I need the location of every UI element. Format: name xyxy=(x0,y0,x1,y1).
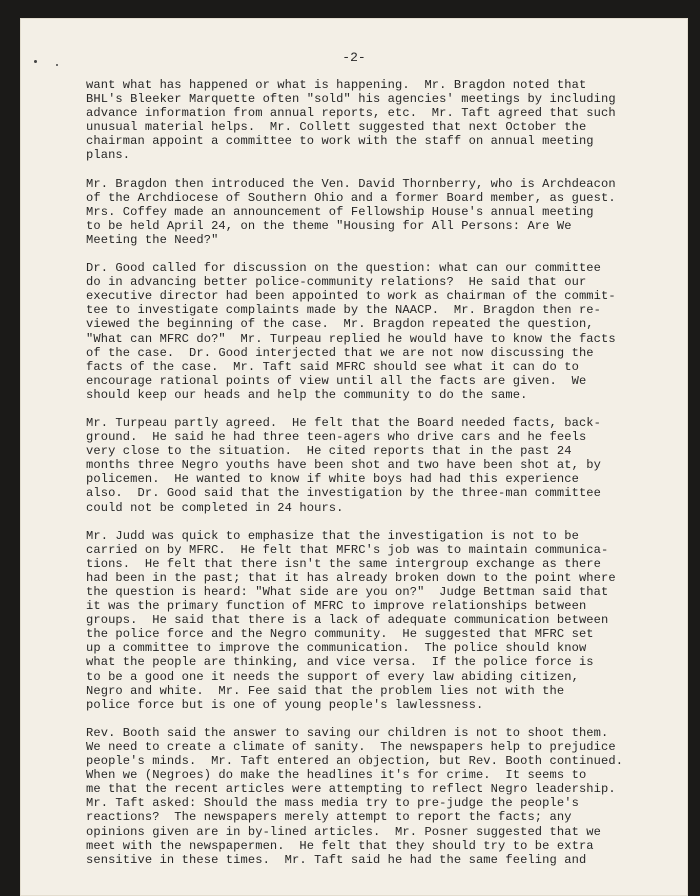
text-line: groups. He said that there is a lack of adequate communication between xyxy=(86,613,609,628)
text-line: of the Archdiocese of Southern Ohio and a former Board member, as guest. xyxy=(86,190,616,205)
text-line: of the case. Dr. Good interjected that we are not now discussing the xyxy=(86,345,594,360)
text-line: Mrs. Coffey made an announcement of Fellowship House's annual meeting xyxy=(86,204,594,219)
text-line: also. Dr. Good said that the investigation by the three-man committee xyxy=(86,486,602,501)
text-line: me that the recent articles were attempting to reflect Negro leadership. xyxy=(86,782,616,797)
text-line: tee to investigate complaints made by the NAACP. Mr. Bragdon then re- xyxy=(86,303,602,318)
paragraph xyxy=(86,261,666,402)
text-line: do in advancing better police-community relations? He said that our xyxy=(86,275,587,290)
text-line: it was the primary function of MFRC to improve relationships between xyxy=(86,599,587,614)
text-line: Mr. Taft asked: Should the mass media try to pre-judge the people's xyxy=(86,796,579,811)
text-line: plans. xyxy=(86,148,131,163)
text-line: Mr. Turpeau partly agreed. He felt that the Board needed facts, back- xyxy=(86,415,602,430)
text-line: could not be completed in 24 hours. xyxy=(86,500,344,515)
text-line: up a committee to improve the communication. The police should know xyxy=(86,641,587,656)
text-line: want what has happened or what is happening. Mr. Bragdon noted that xyxy=(86,78,587,92)
text-line: We need to create a climate of sanity. The newspapers help to prejudice xyxy=(86,739,616,754)
text-line: what the people are thinking, and vice versa. If the police force is xyxy=(86,655,594,670)
text-line: Rev. Booth said the answer to saving our children is not to shoot them. xyxy=(86,725,609,740)
text-line: When we (Negroes) do make the headlines it's for crime. It seems to xyxy=(86,768,587,783)
text-line: the police force and the Negro community. He suggested that MFRC set xyxy=(86,627,594,642)
text-line: the question is heard: "What side are you on?" Judge Bettman said that xyxy=(86,585,609,599)
text-line: should keep our heads and help the community to do the same. xyxy=(86,387,528,402)
text-line: Negro and white. Mr. Fee said that the problem lies not with the xyxy=(86,683,565,698)
text-line: Mr. Bragdon then introduced the Ven. David Thornberry, who is Archdeacon xyxy=(86,176,616,191)
text-line: Dr. Good called for discussion on the question: what can our committee xyxy=(86,261,602,276)
text-line: opinions given are in by-lined articles. Mr. Posner suggested that we xyxy=(86,824,602,839)
document-page xyxy=(20,18,688,896)
paragraph xyxy=(86,726,666,867)
text-line: viewed the beginning of the case. Mr. Bragdon repeated the question, xyxy=(86,317,594,332)
paragraph xyxy=(86,529,666,712)
paragraph xyxy=(86,177,666,247)
text-line: Mr. Judd was quick to emphasize that the investigation is not to be xyxy=(86,528,579,543)
text-line: reactions? The newspapers merely attempt to report the facts; any xyxy=(86,810,572,825)
text-line: meet with the newspapermen. He felt that they should try to be extra xyxy=(86,838,594,853)
paragraph xyxy=(86,416,666,515)
page-number: -2- xyxy=(342,50,366,65)
text-line: unusual material helps. Mr. Collett suggested that next October the xyxy=(86,120,587,135)
text-line: sensitive in these times. Mr. Taft said he had the same feeling and xyxy=(86,852,587,867)
text-line: months three Negro youths have been shot and two have been shot at, by xyxy=(86,458,602,473)
text-line: to be held April 24, on the theme "Housing for All Persons: Are We xyxy=(86,218,572,233)
text-line: "What can MFRC do?" Mr. Turpeau replied he would have to know the facts xyxy=(86,331,616,346)
text-line: carried on by MFRC. He felt that MFRC's job was to maintain communica- xyxy=(86,542,609,557)
text-line: police force but is one of young people's lawlessness. xyxy=(86,697,484,712)
text-line: people's minds. Mr. Taft entered an objection, but Rev. Booth continued. xyxy=(86,754,624,769)
text-line: to be a good one it needs the support of every law abiding citizen, xyxy=(86,669,579,684)
text-line: facts of the case. Mr. Taft said MFRC should see what it can do to xyxy=(86,359,579,374)
paragraph xyxy=(86,78,666,163)
text-line: policemen. He wanted to know if white boys had had this experience xyxy=(86,472,579,487)
text-line: tions. He felt that there isn't the same intergroup exchange as there xyxy=(86,556,602,571)
text-line: BHL's Bleeker Marquette often "sold" his agencies' meetings by including xyxy=(86,92,616,107)
text-line: executive director had been appointed to work as chairman of the commit- xyxy=(86,289,616,304)
text-line: ground. He said he had three teen-agers who drive cars and he feels xyxy=(86,430,587,445)
text-line: Meeting the Need?" xyxy=(86,232,219,247)
document-body xyxy=(86,78,666,867)
text-line: encourage rational points of view until all the facts are given. We xyxy=(86,373,587,388)
text-line: very close to the situation. He cited reports that in the past 24 xyxy=(86,444,572,459)
text-line: had been in the past; that it has already broken down to the point where xyxy=(86,570,616,585)
text-line: chairman appoint a committee to work with the staff on annual meeting xyxy=(86,134,594,149)
text-line: advance information from annual reports, etc. Mr. Taft agreed that such xyxy=(86,106,616,121)
